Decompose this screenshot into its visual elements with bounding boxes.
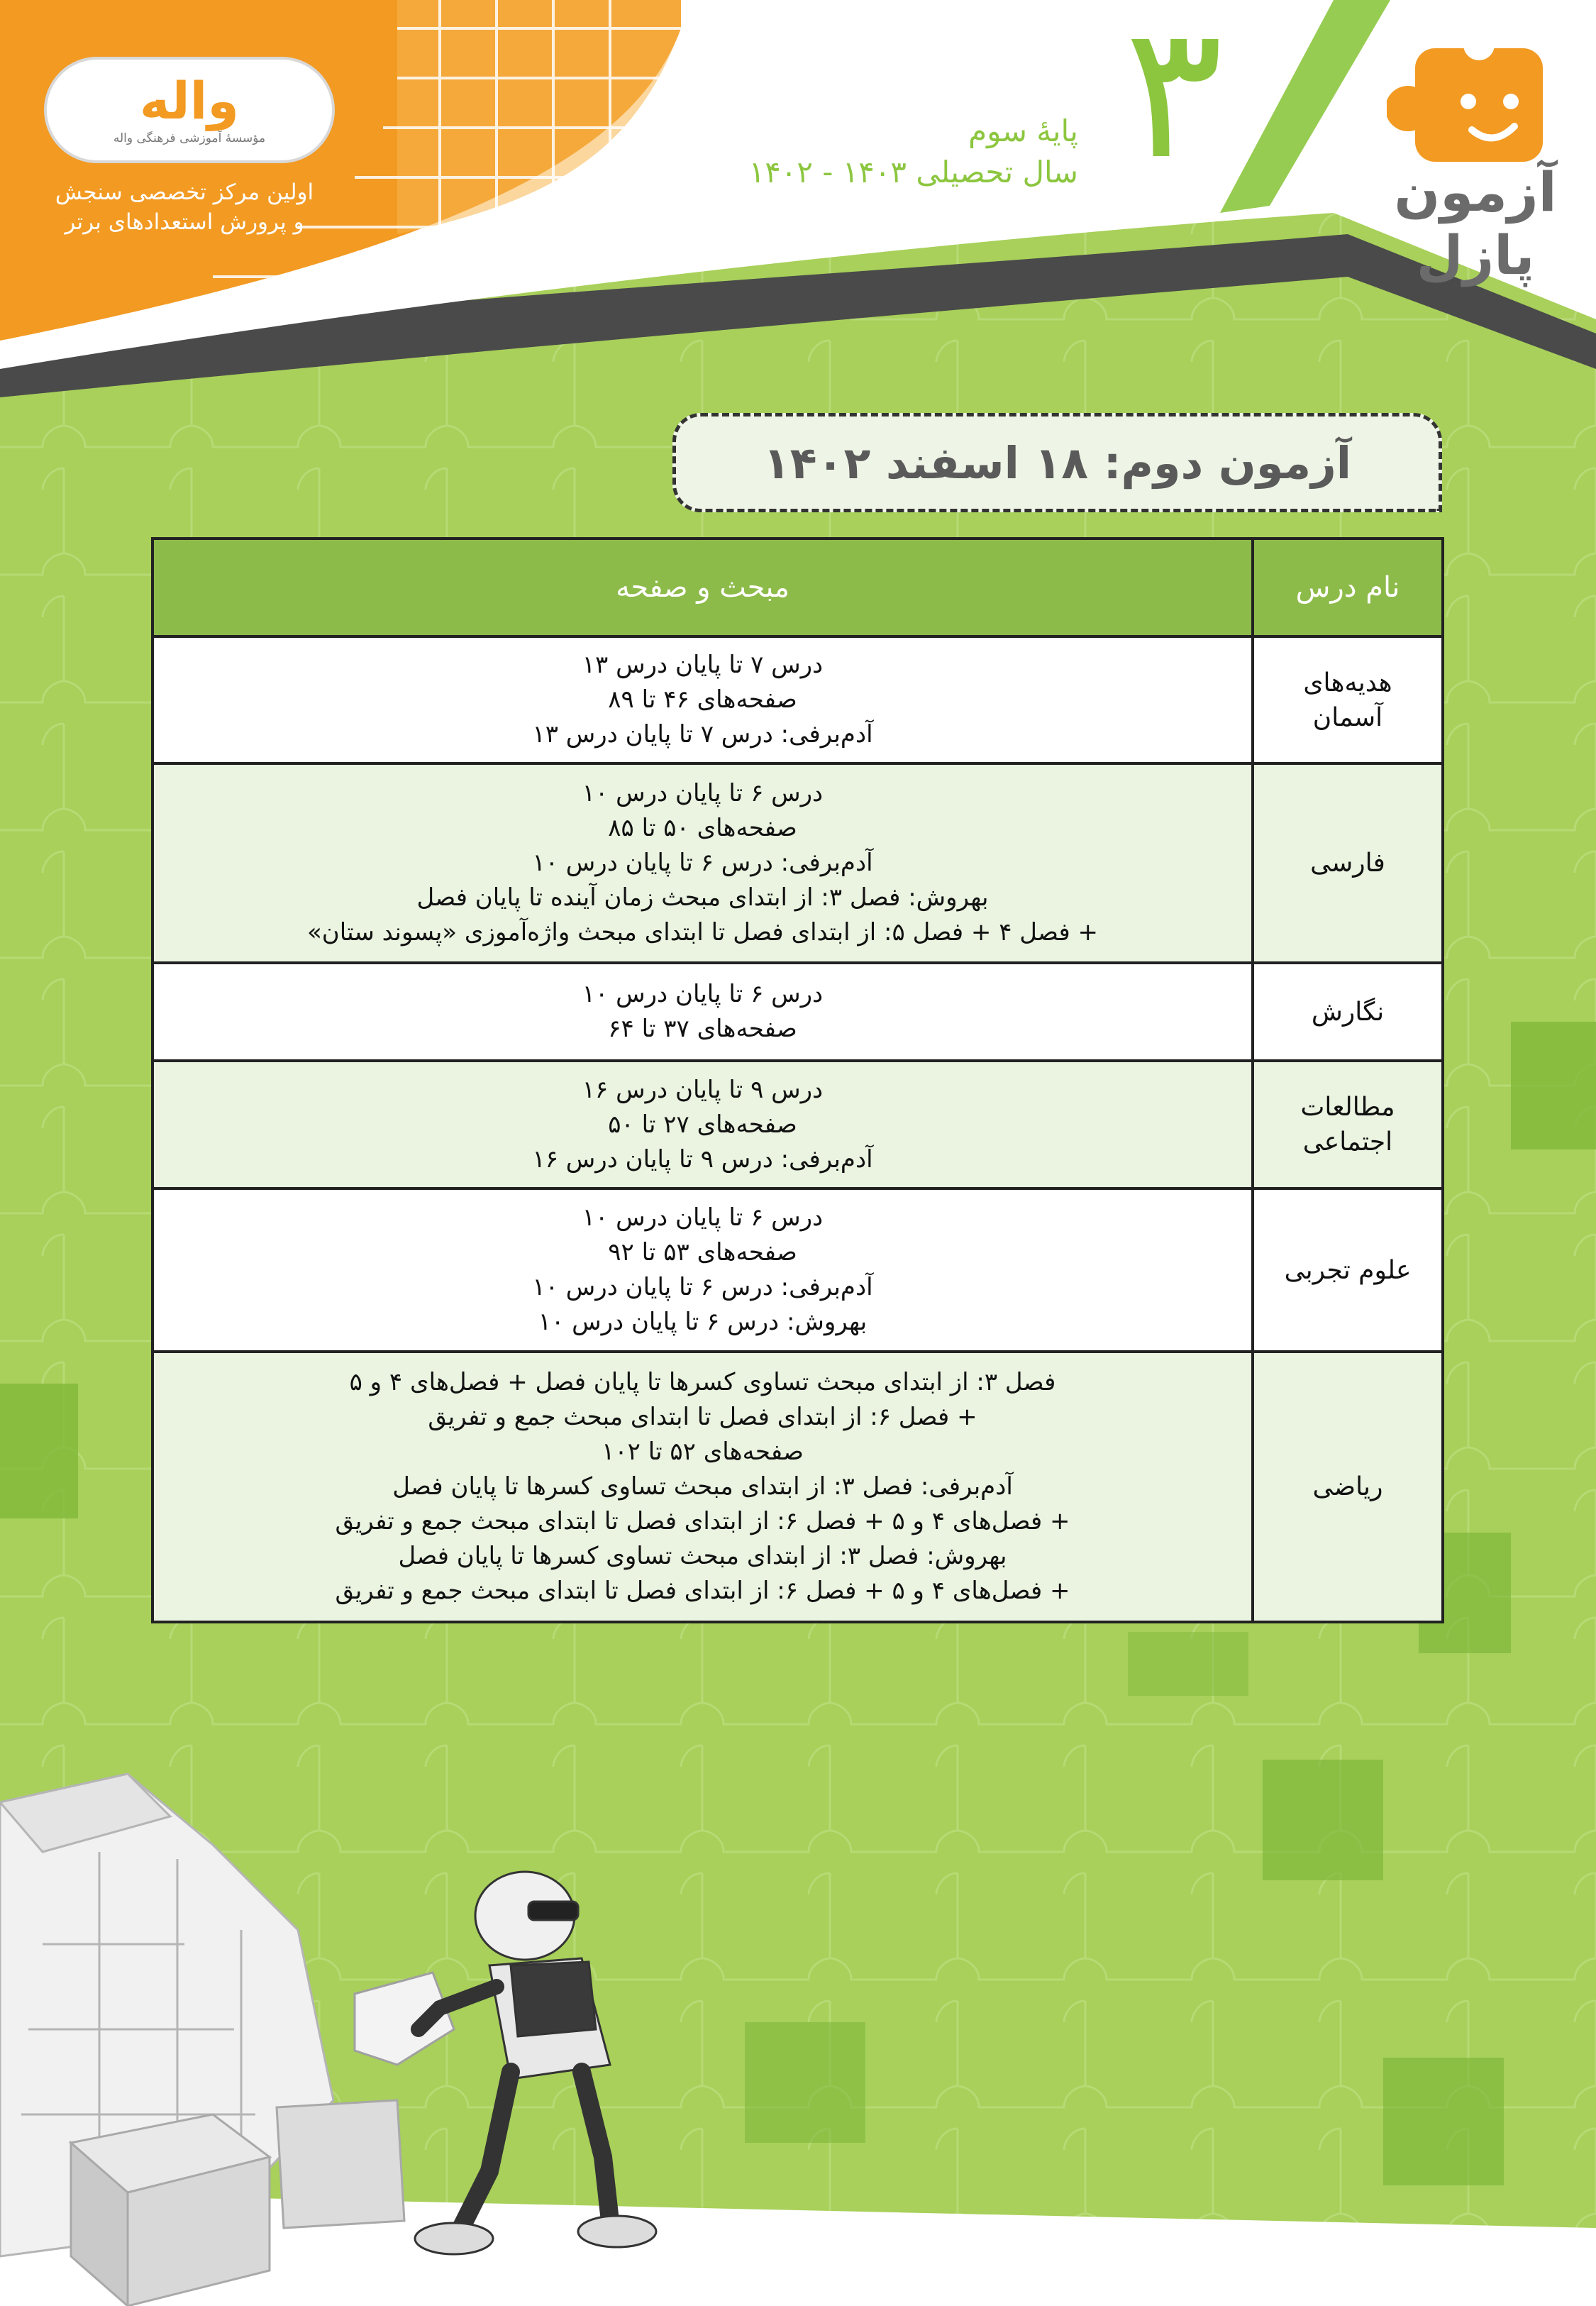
topic-line: درس ۷ تا پایان درس ۱۳	[582, 651, 824, 679]
topic-line: آدم‌برفی: فصل ۳: از ابتدای مبحث تساوی کسرها تا پایان فصل	[392, 1472, 1013, 1501]
brand-name: آزمون پازل	[1394, 160, 1557, 287]
valeh-tagline-line1: اولین مرکز تخصصی سنجش	[55, 180, 314, 205]
topic-line: آدم‌برفی: درس ۷ تا پایان درس ۱۳	[532, 720, 873, 749]
topic-line: آدم‌برفی: درس ۶ تا پایان درس ۱۰	[532, 1273, 873, 1301]
valeh-tagline	[43, 177, 326, 237]
topic-line: صفحه‌های ۲۷ تا ۵۰	[608, 1110, 797, 1139]
topic-line: + فصل‌های ۴ و ۵ + فصل ۶: از ابتدای فصل تا ابتدای مبحث جمع و تفریق	[335, 1507, 1070, 1535]
grade-number-graphic	[1092, 21, 1256, 199]
subject-name: اجتماعی	[1302, 1127, 1393, 1157]
topic-cell	[153, 963, 1253, 1061]
subject-name: فارسی	[1310, 849, 1385, 878]
exam-title: آزمون دوم: ۱۸ اسفند ۱۴۰۲	[763, 436, 1352, 489]
topic-line: درس ۶ تا پایان درس ۱۰	[582, 980, 824, 1008]
robot-puzzle-illustration	[0, 1731, 709, 2306]
table-row	[153, 763, 1443, 963]
subject-name: علوم تجربی	[1284, 1255, 1412, 1285]
topic-line: + فصل ۶: از ابتدای فصل تا ابتدای مبحث جمع و تفریق	[428, 1403, 977, 1431]
subject-cell	[1253, 636, 1443, 763]
table-row	[153, 1061, 1443, 1188]
topic-cell	[153, 1061, 1253, 1188]
grade-label: پایهٔ سوم	[968, 114, 1078, 148]
topic-line: درس ۹ تا پایان درس ۱۶	[582, 1075, 824, 1104]
topic-line: صفحه‌های ۳۷ تا ۶۴	[608, 1015, 797, 1043]
topic-line: بهروش: فصل ۳: از ابتدای مبحث زمان آینده تا پایان فصل	[416, 883, 989, 912]
topic-line: بهروش: فصل ۳: از ابتدای مبحث تساوی کسرها تا پایان فصل	[398, 1542, 1007, 1570]
valeh-logo	[44, 57, 335, 163]
topic-line: صفحه‌های ۴۶ تا ۸۹	[608, 685, 797, 714]
subject-cell	[1253, 1061, 1443, 1188]
subject-name: مطالعات	[1300, 1093, 1395, 1122]
topic-line: آدم‌برفی: درس ۹ تا پایان درس ۱۶	[532, 1144, 873, 1174]
topic-cell	[153, 1352, 1253, 1622]
topic-cell	[153, 1188, 1253, 1352]
topic-line: + فصل‌های ۴ و ۵ + فصل ۶: از ابتدای فصل تا ابتدای مبحث جمع و تفریق	[335, 1577, 1070, 1605]
header-subject: نام درس	[1253, 539, 1443, 636]
topic-line: صفحه‌های ۵۳ تا ۹۲	[608, 1238, 797, 1267]
valeh-logo-subtitle: مؤسسهٔ آموزشی فرهنگی واله	[113, 131, 266, 145]
topic-line: فصل ۳: از ابتدای مبحث تساوی کسرها تا پایان فصل + فصل‌های ۴ و ۵	[349, 1368, 1056, 1396]
grade-number: ۳	[1124, 21, 1224, 199]
puzzle-brand-icon	[1387, 41, 1550, 176]
academic-year: سال تحصیلی ۱۴۰۳ - ۱۴۰۲	[748, 155, 1078, 189]
subject-cell	[1253, 963, 1443, 1061]
robot	[415, 1872, 656, 2254]
header-topic: مبحث و صفحه	[153, 539, 1253, 636]
topic-line: صفحه‌های ۵۲ تا ۱۰۲	[602, 1438, 804, 1466]
exam-schedule-table	[151, 537, 1444, 1623]
valeh-logo-mark: والە	[139, 71, 240, 131]
topic-line: آدم‌برفی: درس ۶ تا پایان درس ۱۰	[532, 849, 873, 877]
topic-cell	[153, 763, 1253, 963]
valeh-tagline-line2: و پرورش استعدادهای برتر	[65, 209, 304, 235]
subject-name: آسمان	[1312, 702, 1383, 732]
table-row	[153, 636, 1443, 763]
topic-line: بهروش: درس ۶ تا پایان درس ۱۰	[538, 1308, 868, 1336]
subject-name: ریاضی	[1312, 1472, 1383, 1501]
table-header-row	[153, 539, 1443, 636]
table-row	[153, 963, 1443, 1061]
subject-name: نگارش	[1311, 997, 1385, 1027]
subject-cell	[1253, 1188, 1443, 1352]
topic-cell	[153, 636, 1253, 763]
table-row	[153, 1188, 1443, 1352]
subject-cell	[1253, 763, 1443, 963]
topic-line: درس ۶ تا پایان درس ۱۰	[582, 1203, 824, 1232]
topic-line: درس ۶ تا پایان درس ۱۰	[582, 779, 824, 807]
subject-cell	[1253, 1352, 1443, 1622]
table-row	[153, 1352, 1443, 1622]
subject-name: هدیه‌های	[1303, 668, 1392, 697]
topic-line: صفحه‌های ۵۰ تا ۸۵	[608, 814, 797, 842]
exam-title-box	[672, 413, 1442, 512]
topic-line: + فصل ۴ + فصل ۵: از ابتدای فصل تا ابتدای مبحث واژه‌آموزی «پسوند ستان»	[306, 918, 1099, 947]
